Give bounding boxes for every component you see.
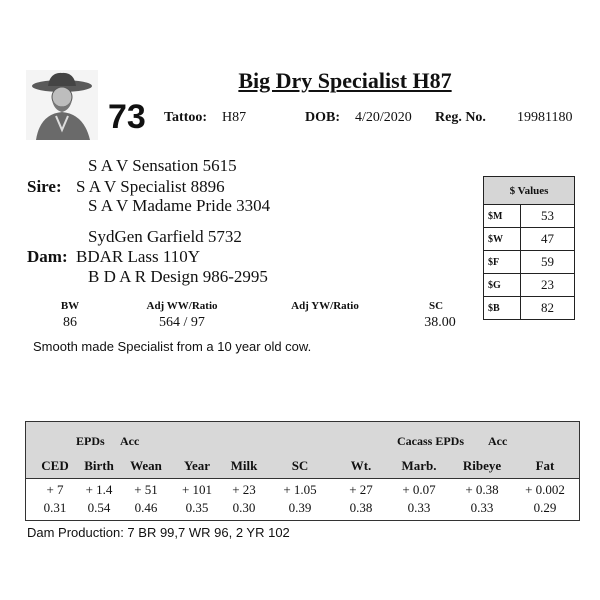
- epd-accuracy: 0.31: [43, 500, 67, 515]
- reg-value: 19981180: [517, 110, 573, 125]
- dollar-key: $W: [484, 228, 521, 251]
- sc-label: SC: [428, 300, 444, 312]
- epd-column-header: Wean: [130, 458, 162, 473]
- dollar-value: 82: [521, 297, 575, 320]
- epd-column-header: Year: [184, 458, 210, 473]
- epd-accuracy: 0.29: [533, 500, 557, 515]
- epd-value: + 0.002: [525, 482, 565, 497]
- epd-column-header: Fat: [535, 458, 555, 473]
- dollar-values-title: $ Values: [484, 177, 575, 205]
- epd-value: + 0.07: [402, 482, 436, 497]
- yw-label: Adj YW/Ratio: [291, 300, 359, 312]
- dob-value: 4/20/2020: [355, 110, 412, 125]
- dollar-value: 59: [521, 251, 575, 274]
- epd-value: + 101: [181, 482, 213, 497]
- epd-value: + 1.05: [283, 482, 317, 497]
- epd-value: + 0.38: [465, 482, 499, 497]
- table-row: [484, 251, 575, 274]
- dam-name: BDAR Lass 110Y: [76, 247, 201, 266]
- epd-column-header: Marb.: [401, 458, 437, 473]
- epd-accuracy: 0.35: [185, 500, 209, 515]
- sc-value: 38.00: [424, 315, 456, 330]
- dam-label: Dam:: [27, 247, 68, 266]
- sire-sire: S A V Sensation 5615: [88, 156, 237, 175]
- dam-sire: SydGen Garfield 5732: [88, 227, 242, 246]
- bw-label: BW: [60, 300, 80, 312]
- epds-label: EPDs: [76, 434, 105, 448]
- animal-title: Big Dry Specialist H87: [238, 68, 452, 93]
- sire-dam: S A V Madame Pride 3304: [88, 196, 271, 215]
- acc-label-2: Acc: [488, 434, 508, 448]
- epd-value: + 27: [349, 482, 373, 497]
- carcass-epds-label: Cacass EPDs: [397, 434, 465, 448]
- sire-label: Sire:: [27, 177, 62, 196]
- epd-accuracy: 0.38: [349, 500, 373, 515]
- table-row: [484, 274, 575, 297]
- reg-label: Reg. No.: [435, 110, 486, 125]
- dollar-key: $M: [484, 205, 521, 228]
- epd-divider: [26, 478, 579, 479]
- lot-number: 73: [108, 98, 146, 136]
- remark-text: Smooth made Specialist from a 10 year old cow.: [33, 339, 312, 354]
- epd-value: + 51: [134, 482, 158, 497]
- dollar-key: $G: [484, 274, 521, 297]
- dollar-value: 47: [521, 228, 575, 251]
- cowboy-logo: [26, 70, 98, 140]
- sire-name: S A V Specialist 8896: [76, 177, 225, 196]
- dam-production: Dam Production: 7 BR 99,7 WR 96, 2 YR 102: [27, 525, 290, 540]
- ww-value: 564 / 97: [159, 315, 205, 330]
- tattoo-value: H87: [222, 110, 247, 125]
- epd-value: + 7: [46, 482, 64, 497]
- epd-column-header: CED: [41, 458, 69, 473]
- dollar-values-table: [483, 176, 575, 320]
- epd-column-header: SC: [291, 458, 309, 473]
- table-row: [484, 205, 575, 228]
- acc-label: Acc: [120, 434, 140, 448]
- epd-column-header: Wt.: [350, 458, 372, 473]
- ww-label: Adj WW/Ratio: [146, 300, 218, 312]
- epd-accuracy: 0.54: [87, 500, 111, 515]
- epd-accuracy: 0.33: [470, 500, 494, 515]
- epd-accuracy: 0.30: [232, 500, 256, 515]
- table-row: [484, 228, 575, 251]
- epd-value: + 1.4: [85, 482, 113, 497]
- dob-label: DOB:: [305, 110, 340, 125]
- tattoo-label: Tattoo:: [164, 110, 208, 125]
- epd-accuracy: 0.39: [288, 500, 312, 515]
- epd-accuracy: 0.33: [407, 500, 431, 515]
- epd-accuracy: 0.46: [134, 500, 158, 515]
- epd-value: + 23: [232, 482, 256, 497]
- dollar-value: 53: [521, 205, 575, 228]
- dollar-value: 23: [521, 274, 575, 297]
- dam-dam: B D A R Design 986-2995: [88, 267, 268, 286]
- epd-column-header: Ribeye: [462, 458, 502, 473]
- table-row: [484, 297, 575, 320]
- epd-column-header: Milk: [230, 458, 258, 473]
- epd-column-header: Birth: [84, 458, 114, 473]
- dollar-key: $B: [484, 297, 521, 320]
- bw-value: 86: [63, 315, 77, 330]
- dollar-key: $F: [484, 251, 521, 274]
